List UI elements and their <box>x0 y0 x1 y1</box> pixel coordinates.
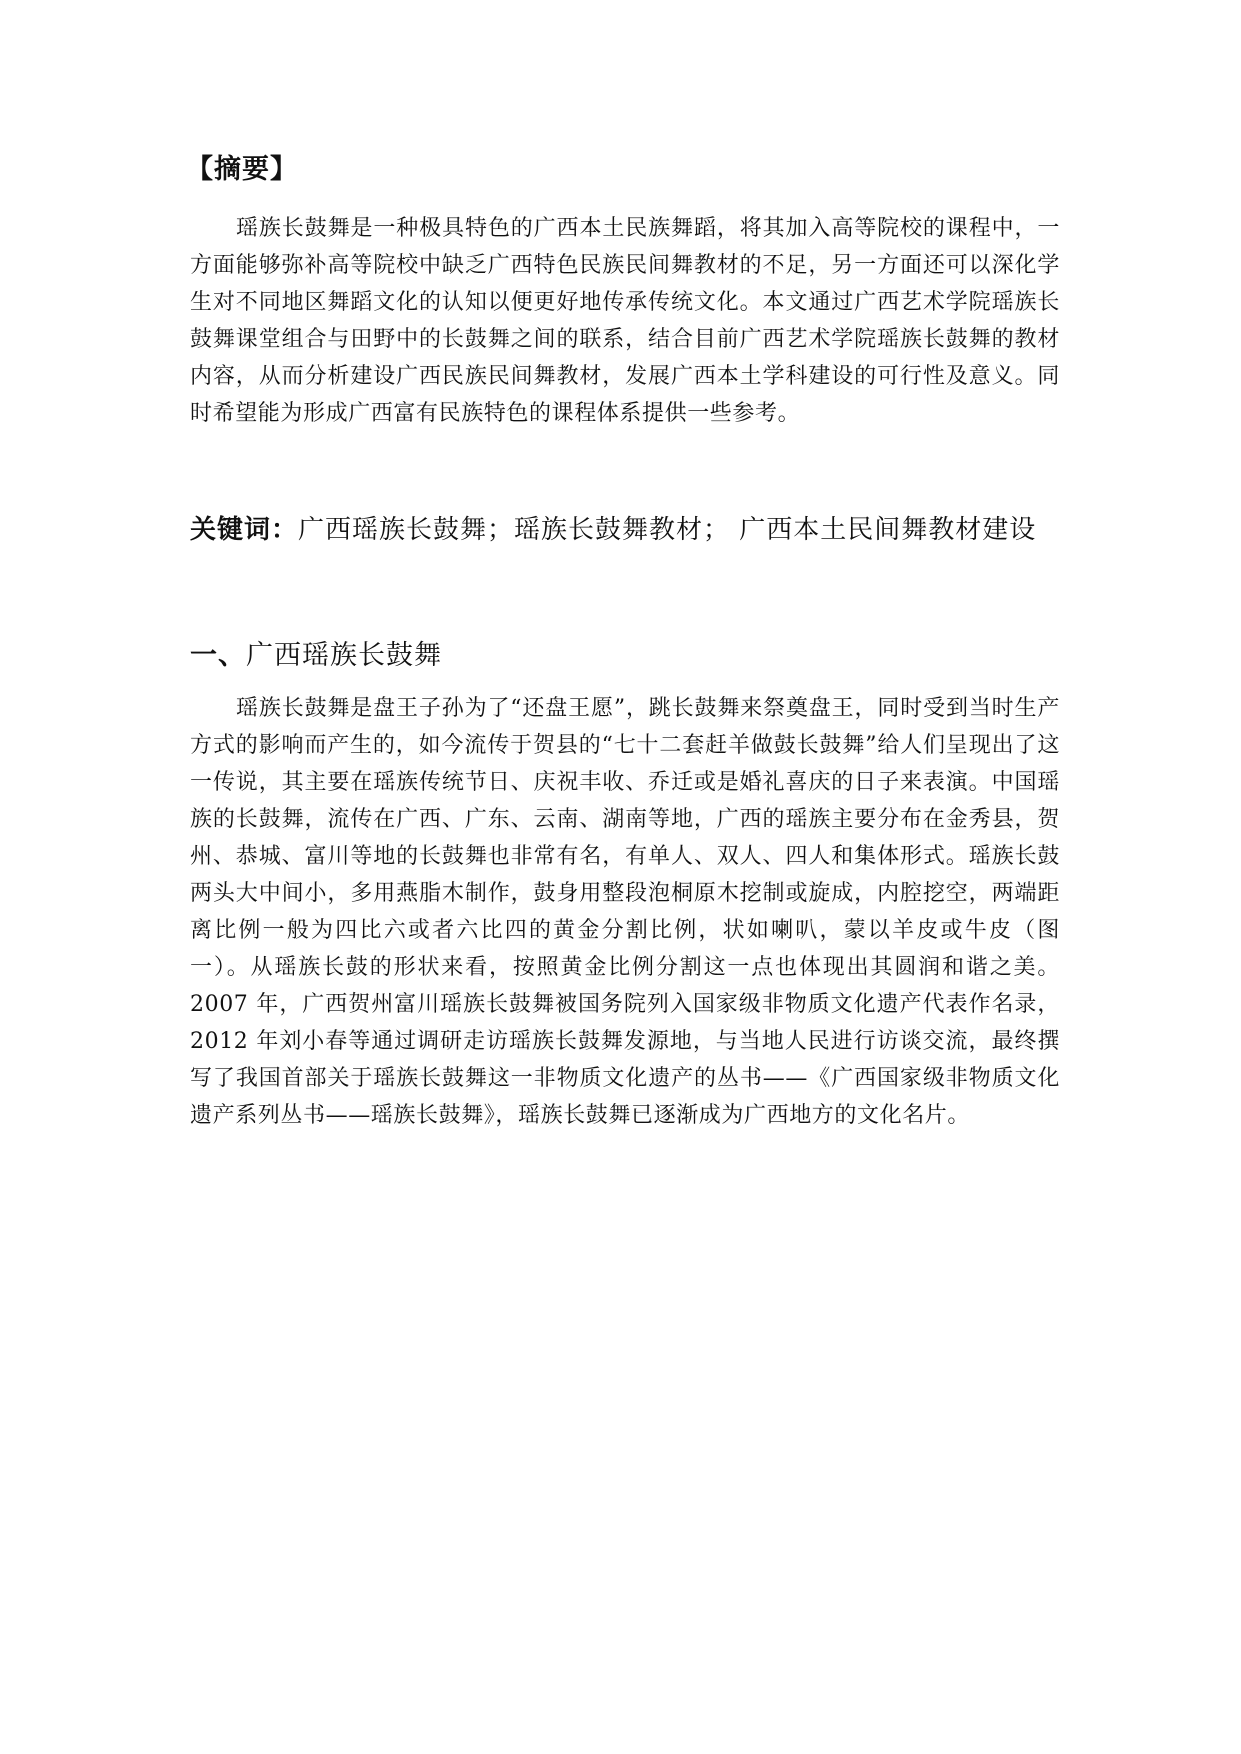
section-heading <box>190 636 1060 676</box>
section-number: 一、 <box>190 640 246 671</box>
keywords-text: 广西瑶族长鼓舞；瑶族长鼓舞教材； 广西本土民间舞教材建设 <box>298 515 1037 545</box>
abstract-heading: 【摘要】 <box>186 154 298 185</box>
keywords-line <box>190 500 1060 560</box>
abstract-paragraph: 瑶族长鼓舞是一种极具特色的广西本土民族舞蹈，将其加入高等院校的课程中，一方面能够弥补高等院校中缺乏广西特色民族民间舞教材的不足，另一方面还可以深化学生对不同地区舞蹈文化的认知以便更好地传承传统文化。本文通过广西艺术学院瑶族长鼓舞课堂组合与田野中的长鼓舞之间的联系，结合目前广西艺术学院瑶族长鼓舞的教材内容，从而分析建设广西民族民间舞教材，发展广西本土学科建设的可行性及意义。同时希望能为形成广西富有民族特色的课程体系提供一些参考。 <box>190 216 1060 426</box>
section-paragraph: 瑶族长鼓舞是盘王子孙为了“还盘王愿”，跳长鼓舞来祭奠盘王，同时受到当时生产方式的影响而产生的，如今流传于贺县的“七十二套赶羊做鼓长鼓舞”给人们呈现出了这一传说，其主要在瑶族传统节日、庆祝丰收、乔迁或是婚礼喜庆的日子来表演。中国瑶族的长鼓舞，流传在广西、广东、云南、湖南等地，广西的瑶族主要分布在金秀县，贺州、恭城、富川等地的长鼓舞也非常有名，有单人、双人、四人和集体形式。瑶族长鼓两头大中间小，多用燕脂木制作，鼓身用整段泡桐原木挖制或旋成，内腔挖空，两端距离比例一般为四比六或者六比四的黄金分割比例，状如喇叭，蒙以羊皮或牛皮（图一）。从瑶族长鼓的形状来看，按照黄金比例分割这一点也体现出其圆润和谐之美。2007 年，广西贺州富川瑶族长鼓舞被国务院列入国家级非物质文化遗产代表作名录，2012 年刘小春等通过调研走访瑶族长鼓舞发源地，与当地人民进行访谈交流，最终撰写了我国首部关于瑶族长鼓舞这一非物质文化遗产的丛书——《广西国家级非物质文化遗产系列丛书——瑶族长鼓舞》，瑶族长鼓舞已逐渐成为广西地方的文化名片。 <box>190 696 1060 1128</box>
keywords-label: 关键词： <box>190 515 299 545</box>
section-title: 广西瑶族长鼓舞 <box>246 640 442 671</box>
document-page <box>186 150 1060 1134</box>
